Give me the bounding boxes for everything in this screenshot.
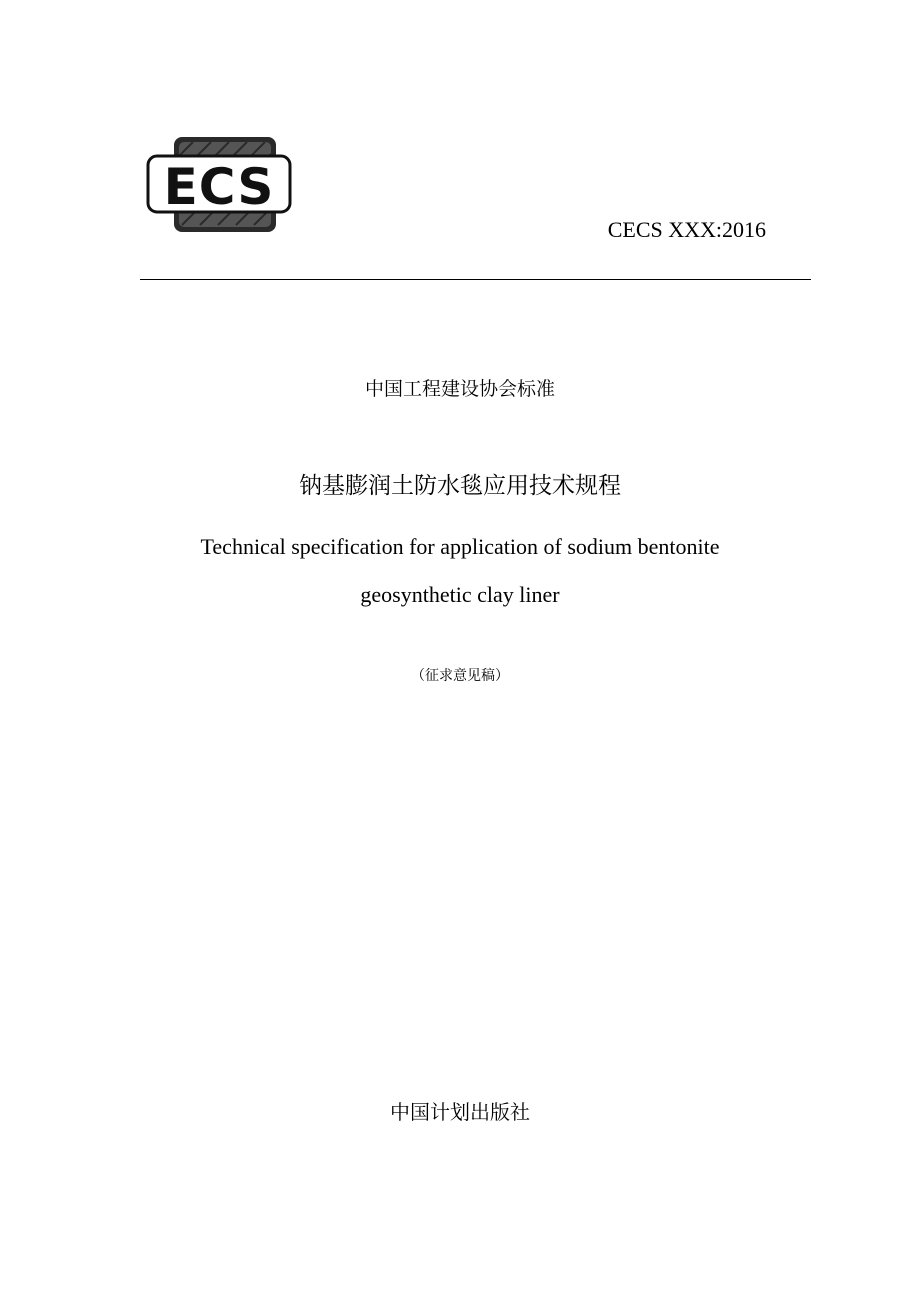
document-title-english-line-2: geosynthetic clay liner [360,582,560,607]
document-title-chinese: 钠基膨润土防水毯应用技术规程 [299,473,621,499]
header-divider [140,279,811,280]
association-name: 中国工程建设协会标准 [364,378,555,400]
svg-text:ECS: ECS [163,158,275,216]
ecs-logo [146,136,292,234]
draft-status-note: （征求意见稿） [411,668,509,684]
standard-number: CECS XXX:2016 [607,217,766,242]
document-title-english-line-1: Technical specification for application of sodium bentonite [200,534,720,559]
publisher-name: 中国计划出版社 [390,1100,530,1124]
